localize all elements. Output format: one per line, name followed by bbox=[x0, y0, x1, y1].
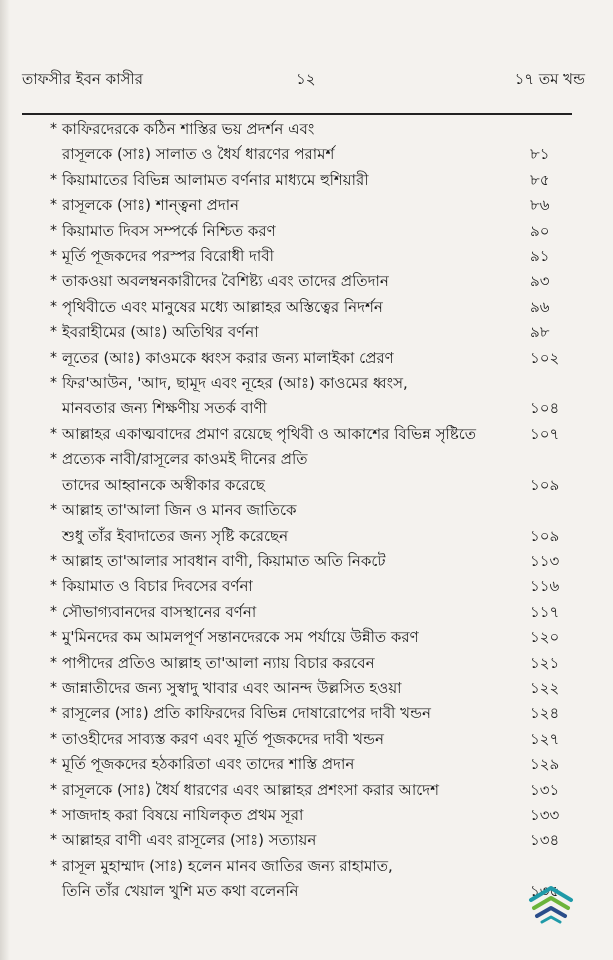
toc-entry-line bbox=[50, 117, 574, 142]
asterisk-bullet-icon: * bbox=[50, 832, 57, 849]
toc-entry-text: আল্লাহর একাত্মবাদের প্রমাণ রয়েছে পৃথিবী ও আকাশের বিভিন্ন সৃষ্টিতে bbox=[62, 424, 477, 443]
asterisk-bullet-icon: * bbox=[50, 502, 57, 519]
toc-page-number: ১২১ bbox=[530, 653, 560, 672]
toc-entry-text: মু'মিনদের কম আমলপূর্ণ সন্তানদেরকে সম পর্যায়ে উন্নীত করণ bbox=[62, 628, 419, 647]
toc-entry bbox=[50, 498, 574, 549]
toc-entry bbox=[50, 244, 574, 269]
toc-entry-text: আল্লাহ তা'আলা জিন ও মানব জাতিকে bbox=[62, 501, 297, 520]
toc-entry bbox=[50, 320, 574, 345]
toc-entry-line bbox=[50, 651, 574, 676]
toc-entry-line bbox=[50, 295, 574, 320]
toc-entry-text: তাদের আহ্বানকে অস্বীকার করেছে bbox=[62, 475, 265, 494]
publisher-logo bbox=[528, 880, 574, 928]
toc-entry-line bbox=[50, 219, 574, 244]
toc-entry bbox=[50, 676, 574, 701]
asterisk-bullet-icon: * bbox=[50, 705, 57, 722]
toc-page-number: ৯৮ bbox=[530, 323, 550, 342]
toc-entry-text: আল্লাহর বাণী এবং রাসূলের (সাঃ) সত্যায়ন bbox=[62, 831, 317, 850]
toc-page-number: ১০২ bbox=[530, 348, 560, 367]
toc-entry-line bbox=[50, 422, 574, 447]
toc-page-number: ১০৯ bbox=[530, 475, 560, 494]
asterisk-bullet-icon: * bbox=[50, 375, 57, 392]
toc-page-number: ১৩১ bbox=[530, 780, 560, 799]
toc-page-number: ১১৩ bbox=[530, 551, 560, 570]
toc-entry bbox=[50, 295, 574, 320]
toc-entry bbox=[50, 371, 574, 422]
toc-page-number: ১০৪ bbox=[530, 399, 560, 418]
asterisk-bullet-icon: * bbox=[50, 248, 57, 265]
toc-entry-text: রাসূল মুহাম্মাদ (সাঃ) হলেন মানব জাতির জন্য রাহামাত, bbox=[62, 856, 393, 875]
toc-entry bbox=[50, 828, 574, 853]
asterisk-bullet-icon: * bbox=[50, 273, 57, 290]
toc-entry-line bbox=[50, 269, 574, 294]
running-header bbox=[0, 68, 613, 90]
toc-entry-line bbox=[50, 142, 574, 167]
toc-entry-text: রাসূলকে (সাঃ) শান্ত্বনা প্রদান bbox=[62, 196, 240, 215]
toc-page-number: ১৩৫ bbox=[530, 882, 560, 901]
toc-page-number: ১০৯ bbox=[530, 526, 560, 545]
asterisk-bullet-icon: * bbox=[50, 654, 57, 671]
toc-entry-text: শুধু তাঁর ইবাদাতের জন্য সৃষ্টি করেছেন bbox=[62, 526, 289, 545]
toc-entry-line bbox=[50, 600, 574, 625]
toc-page-number: ৯০ bbox=[530, 221, 550, 240]
toc-entry-text: রাসূলকে (সাঃ) সালাত ও ধৈর্য ধারণের পরামর্শ bbox=[62, 145, 335, 164]
toc-entry-line bbox=[50, 854, 574, 879]
asterisk-bullet-icon: * bbox=[50, 425, 57, 442]
toc-entry-line bbox=[50, 879, 574, 904]
toc-entry bbox=[50, 854, 574, 905]
toc-entry bbox=[50, 701, 574, 726]
toc-page-number: ১১৭ bbox=[530, 602, 560, 621]
toc-page-number: ৯৩ bbox=[530, 272, 550, 291]
toc-entry-text: প্রত্যেক নাবী/রাসূলের কাওমই দীনের প্রতি bbox=[62, 450, 308, 469]
table-of-contents bbox=[50, 117, 574, 905]
toc-entry-text: ইবরাহীমের (আঃ) অতিথির বর্ণনা bbox=[62, 323, 259, 342]
toc-entry-text: সৌভাগ্যবানদের বাসস্থানের বর্ণনা bbox=[62, 602, 257, 621]
toc-entry-line bbox=[50, 727, 574, 752]
toc-entry-text: পাপীদের প্রতিও আল্লাহ তা'আলা ন্যায় বিচার করবেন bbox=[62, 653, 375, 672]
toc-entry bbox=[50, 625, 574, 650]
asterisk-bullet-icon: * bbox=[50, 603, 57, 620]
toc-page-number: ১৩৩ bbox=[530, 805, 560, 824]
asterisk-bullet-icon: * bbox=[50, 171, 57, 188]
toc-entry-line bbox=[50, 574, 574, 599]
toc-entry-text: জান্নাতীদের জন্য সুস্বাদু খাবার এবং আনন্দ উল্লসিত হওয়া bbox=[62, 678, 402, 697]
toc-entry-line bbox=[50, 803, 574, 828]
toc-entry bbox=[50, 168, 574, 193]
volume-label: ১৭ তম খন্ড bbox=[514, 70, 585, 88]
toc-entry-line bbox=[50, 676, 574, 701]
asterisk-bullet-icon: * bbox=[50, 349, 57, 366]
asterisk-bullet-icon: * bbox=[50, 730, 57, 747]
book-title: তাফসীর ইবন কাসীর bbox=[22, 70, 143, 88]
toc-entry-line bbox=[50, 752, 574, 777]
asterisk-bullet-icon: * bbox=[50, 629, 57, 646]
toc-entry bbox=[50, 346, 574, 371]
toc-page-number: ১২৯ bbox=[530, 755, 560, 774]
toc-entry-text: মানবতার জন্য শিক্ষণীয় সতর্ক বাণী bbox=[62, 399, 267, 418]
toc-entry-text: মূর্তি পূজকদের হঠকারিতা এবং তাদের শাস্তি প্রদান bbox=[62, 755, 355, 774]
toc-entry-text: সাজদাহ করা বিষয়ে নাযিলকৃত প্রথম সূরা bbox=[62, 805, 304, 824]
toc-entry-line bbox=[50, 524, 574, 549]
toc-entry-text: লূতের (আঃ) কাওমকে ধ্বংস করার জন্য মালাইকা প্রেরণ bbox=[62, 348, 394, 367]
toc-entry-text: পৃথিবীতে এবং মানুষের মধ্যে আল্লাহর অস্তিত্বের নিদর্শন bbox=[62, 297, 383, 316]
toc-entry-line bbox=[50, 701, 574, 726]
toc-page-number: ১২২ bbox=[530, 678, 560, 697]
toc-entry-line bbox=[50, 396, 574, 421]
toc-entry-line bbox=[50, 473, 574, 498]
toc-entry bbox=[50, 193, 574, 218]
toc-page-number: ১২৭ bbox=[530, 729, 560, 748]
page-number: ১২ bbox=[296, 70, 316, 88]
toc-page-number: ৮১ bbox=[530, 145, 550, 164]
toc-page-number: ৮৫ bbox=[530, 170, 550, 189]
toc-entry bbox=[50, 117, 574, 168]
toc-entry-text: রাসূলের (সাঃ) প্রতি কাফিরদের বিভিন্ন দোষারোপের দাবী খন্ডন bbox=[62, 704, 431, 723]
toc-entry-text: তিনি তাঁর খেয়াল খুশি মত কথা বলেননি bbox=[62, 882, 299, 901]
toc-entry bbox=[50, 549, 574, 574]
toc-page-number: ১৩৪ bbox=[530, 831, 560, 850]
toc-page-number: ৯৬ bbox=[530, 297, 550, 316]
asterisk-bullet-icon: * bbox=[50, 197, 57, 214]
toc-entry-line bbox=[50, 498, 574, 523]
toc-entry bbox=[50, 422, 574, 447]
asterisk-bullet-icon: * bbox=[50, 781, 57, 798]
toc-entry-line bbox=[50, 346, 574, 371]
toc-entry-line bbox=[50, 828, 574, 853]
toc-entry bbox=[50, 651, 574, 676]
toc-page-number: ১১৬ bbox=[530, 577, 560, 596]
toc-entry bbox=[50, 574, 574, 599]
asterisk-bullet-icon: * bbox=[50, 121, 57, 137]
toc-entry-text: আল্লাহ তা'আলার সাবধান বাণী, কিয়ামাত অতি নিকটে bbox=[62, 551, 386, 570]
toc-entry bbox=[50, 600, 574, 625]
toc-entry-line bbox=[50, 778, 574, 803]
toc-entry bbox=[50, 447, 574, 498]
toc-entry-line bbox=[50, 371, 574, 396]
toc-entry-text: মূর্তি পূজকদের পরস্পর বিরোধী দাবী bbox=[62, 247, 274, 266]
toc-entry-text: রাসূলকে (সাঃ) ধৈর্য ধারণের এবং আল্লাহর প্রশংসা করার আদেশ bbox=[62, 780, 440, 799]
toc-entry bbox=[50, 778, 574, 803]
toc-page-number: ১২০ bbox=[530, 628, 560, 647]
toc-entry bbox=[50, 752, 574, 777]
toc-page-number: ৮৬ bbox=[530, 196, 550, 215]
toc-entry-text: কাফিরদেরকে কঠিন শাস্তির ভয় প্রদর্শন এবং bbox=[62, 120, 315, 138]
asterisk-bullet-icon: * bbox=[50, 324, 57, 341]
toc-entry-text: ফির'আউন, 'আদ, ছামূদ এবং নূহের (আঃ) কাওমের ধ্বংস, bbox=[62, 374, 408, 393]
asterisk-bullet-icon: * bbox=[50, 298, 57, 315]
asterisk-bullet-icon: * bbox=[50, 552, 57, 569]
toc-entry-line bbox=[50, 549, 574, 574]
toc-entry-line bbox=[50, 447, 574, 472]
toc-entry bbox=[50, 803, 574, 828]
asterisk-bullet-icon: * bbox=[50, 806, 57, 823]
toc-entry-text: তাকওয়া অবলম্বনকারীদের বৈশিষ্ট্য এবং তাদের প্রতিদান bbox=[62, 272, 389, 291]
toc-page-number: ৯১ bbox=[530, 247, 550, 266]
asterisk-bullet-icon: * bbox=[50, 857, 57, 874]
toc-entry bbox=[50, 219, 574, 244]
asterisk-bullet-icon: * bbox=[50, 578, 57, 595]
toc-page-number: ১২৪ bbox=[530, 704, 560, 723]
toc-entry bbox=[50, 727, 574, 752]
toc-entry-text: তাওহীদের সাব্যস্ত করণ এবং মূর্তি পূজকদের দাবী খন্ডন bbox=[62, 729, 384, 748]
toc-entry-line bbox=[50, 320, 574, 345]
toc-entry-line bbox=[50, 625, 574, 650]
toc-entry-line bbox=[50, 244, 574, 269]
toc-entry bbox=[50, 269, 574, 294]
toc-entry-text: কিয়ামাতের বিভিন্ন আলামত বর্ণনার মাধ্যমে হুশিয়ারী bbox=[62, 170, 369, 189]
asterisk-bullet-icon: * bbox=[50, 756, 57, 773]
page-gutter-shadow bbox=[0, 0, 10, 960]
toc-entry-text: কিয়ামাত ও বিচার দিবসের বর্ণনা bbox=[62, 577, 253, 596]
asterisk-bullet-icon: * bbox=[50, 451, 57, 468]
asterisk-bullet-icon: * bbox=[50, 222, 57, 239]
toc-page-number: ১০৭ bbox=[530, 424, 560, 443]
toc-entry-line bbox=[50, 168, 574, 193]
asterisk-bullet-icon: * bbox=[50, 679, 57, 696]
header-rule bbox=[22, 113, 572, 115]
toc-entry-text: কিয়ামাত দিবস সম্পর্কে নিশ্চিত করণ bbox=[62, 221, 276, 240]
toc-entry-line bbox=[50, 193, 574, 218]
